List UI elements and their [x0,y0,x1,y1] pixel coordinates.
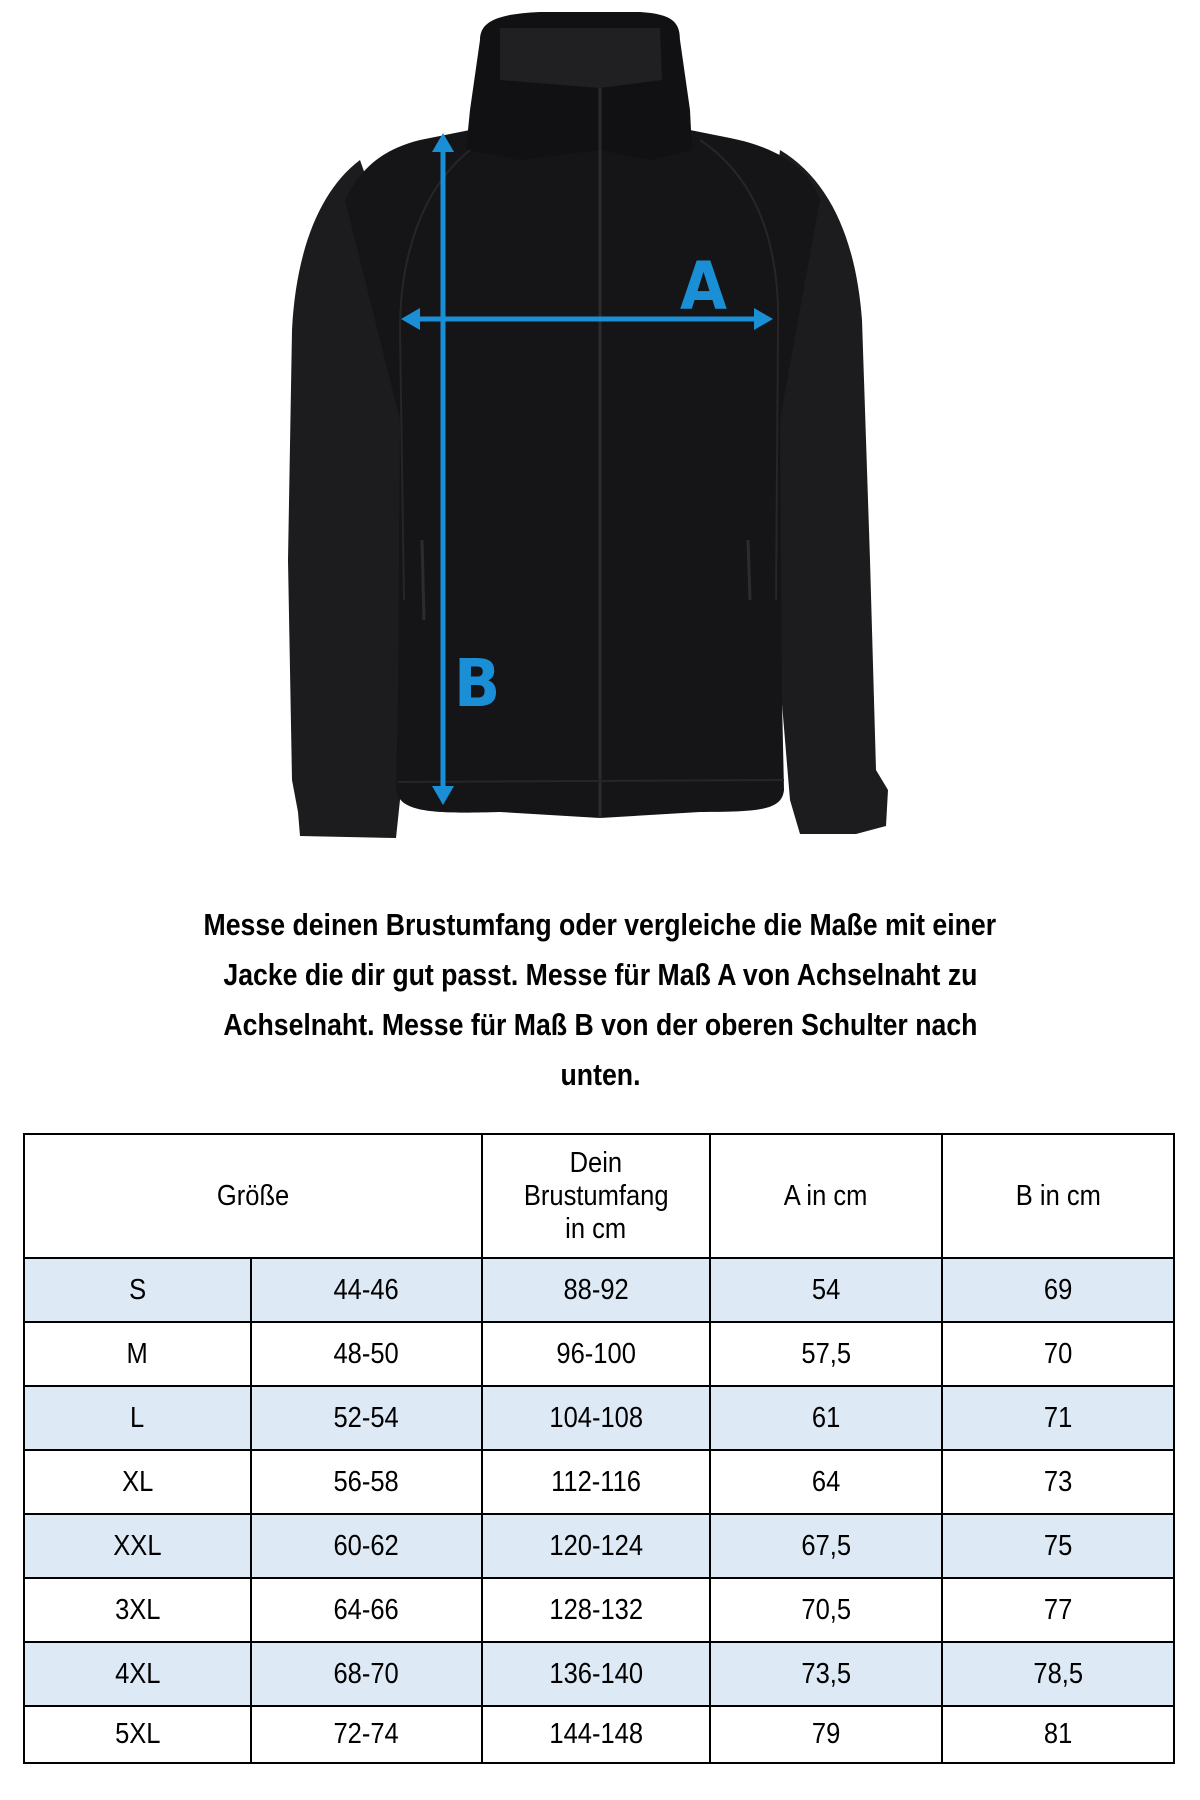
cell-eu-size: 60-62 [251,1514,482,1578]
table-row [24,1450,1174,1514]
cell-a: 73,5 [710,1642,942,1706]
header-b: B in cm [942,1134,1174,1258]
cell-chest: 104-108 [482,1386,710,1450]
cell-size: 5XL [24,1706,251,1763]
jacket-measurement-figure [0,0,1200,870]
jacket-hood-inner [500,28,662,88]
measure-b-label: B [454,645,501,722]
header-size: Größe [24,1134,482,1258]
cell-b: 69 [942,1258,1174,1322]
cell-eu-size: 68-70 [251,1642,482,1706]
table-row [24,1386,1174,1450]
cell-b: 78,5 [942,1642,1174,1706]
cell-b: 70 [942,1322,1174,1386]
cell-b: 77 [942,1578,1174,1642]
table-row [24,1642,1174,1706]
cell-size: 4XL [24,1642,251,1706]
cell-b: 81 [942,1706,1174,1763]
instruction-line: Jacke die dir gut passt. Messe für Maß A von Achselnaht zu [222,957,978,992]
instruction-line: unten. [560,1057,640,1092]
cell-a: 67,5 [710,1514,942,1578]
cell-size: S [24,1258,251,1322]
measurement-instructions [40,900,1160,1100]
cell-size: L [24,1386,251,1450]
cell-b: 73 [942,1450,1174,1514]
cell-a: 64 [710,1450,942,1514]
cell-a: 54 [710,1258,942,1322]
cell-eu-size: 72-74 [251,1706,482,1763]
cell-eu-size: 56-58 [251,1450,482,1514]
measure-a-label: A [680,248,728,325]
header-chest: Dein Brustumfang in cm [482,1134,710,1258]
jacket-pocket-right [748,540,750,600]
cell-size: XXL [24,1514,251,1578]
cell-b: 75 [942,1514,1174,1578]
table-row [24,1322,1174,1386]
cell-eu-size: 48-50 [251,1322,482,1386]
cell-a: 57,5 [710,1322,942,1386]
cell-a: 61 [710,1386,942,1450]
cell-eu-size: 52-54 [251,1386,482,1450]
cell-chest: 88-92 [482,1258,710,1322]
table-row [24,1258,1174,1322]
instruction-line: Messe deinen Brustumfang oder vergleiche die Maße mit einer [203,907,997,942]
cell-a: 70,5 [710,1578,942,1642]
size-chart-table [23,1133,1175,1764]
jacket-illustration [0,0,1200,870]
cell-b: 71 [942,1386,1174,1450]
cell-eu-size: 44-46 [251,1258,482,1322]
cell-size: 3XL [24,1578,251,1642]
header-a: A in cm [710,1134,942,1258]
cell-a: 79 [710,1706,942,1763]
cell-chest: 120-124 [482,1514,710,1578]
cell-size: XL [24,1450,251,1514]
instruction-line: Achselnaht. Messe für Maß B von der oberen Schulter nach [222,1007,978,1042]
cell-chest: 144-148 [482,1706,710,1763]
cell-chest: 112-116 [482,1450,710,1514]
cell-chest: 96-100 [482,1322,710,1386]
cell-eu-size: 64-66 [251,1578,482,1642]
table-row [24,1578,1174,1642]
table-row [24,1706,1174,1763]
table-row [24,1514,1174,1578]
cell-size: M [24,1322,251,1386]
cell-chest: 136-140 [482,1642,710,1706]
cell-chest: 128-132 [482,1578,710,1642]
table-header-row [24,1134,1174,1258]
jacket-pocket-left [422,540,424,620]
